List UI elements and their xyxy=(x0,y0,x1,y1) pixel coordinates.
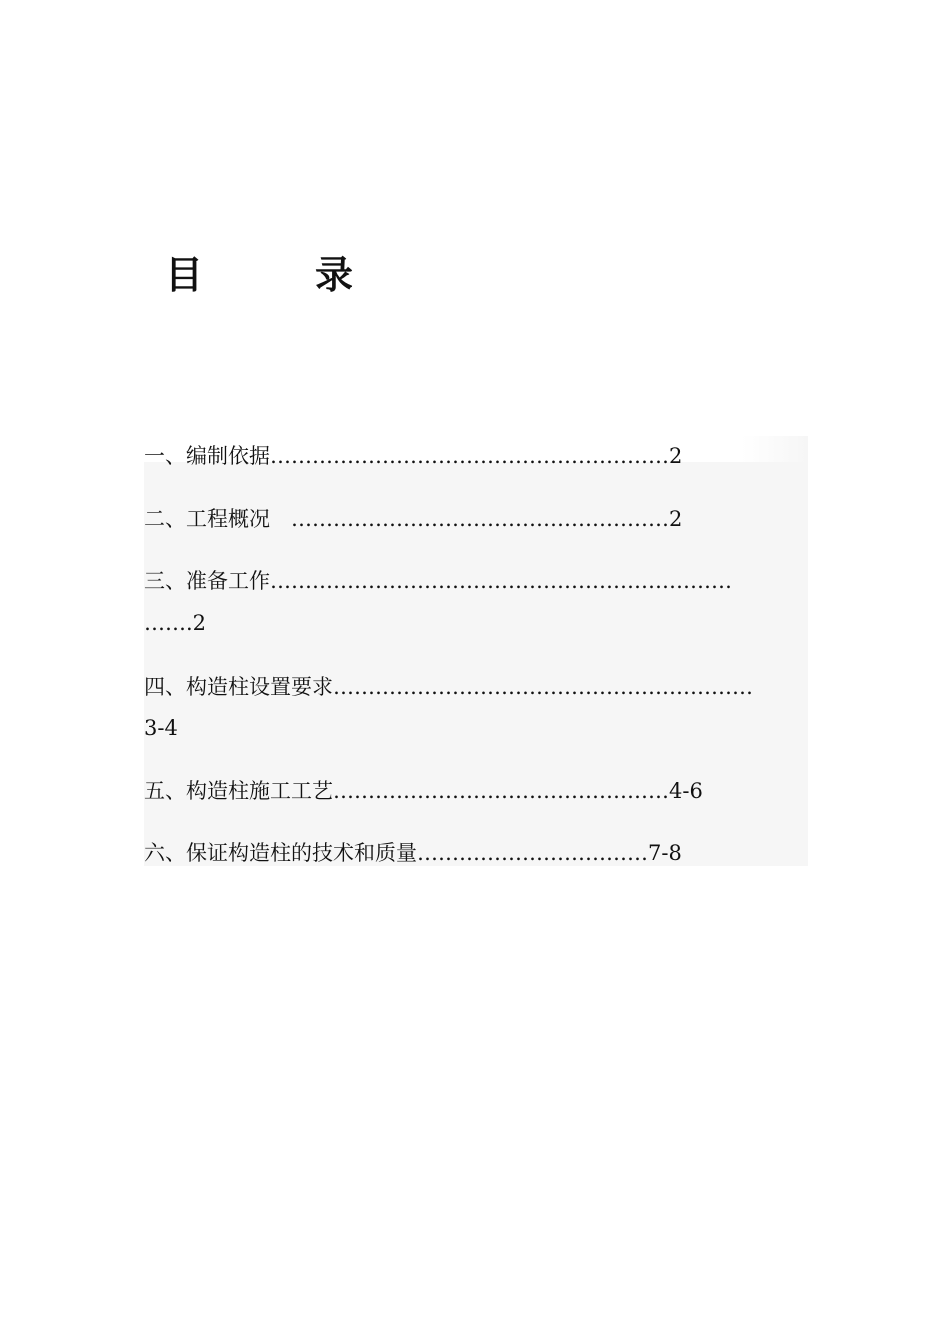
toc-entry[interactable] xyxy=(144,499,808,539)
toc-leader-dots: …… xyxy=(144,611,186,635)
toc-leader-dots: …………………………… xyxy=(417,841,648,865)
toc-title xyxy=(165,250,365,300)
toc-page-number: .2 xyxy=(186,611,207,635)
toc-entry[interactable] xyxy=(144,771,808,811)
toc-leader-dots: ………………………………………… xyxy=(333,779,669,803)
title-char-2: 录 xyxy=(315,253,354,297)
toc-entry-label: 二、工程概况 xyxy=(144,507,291,531)
toc-page-number: 3-4 xyxy=(144,716,178,740)
toc-entry[interactable] xyxy=(144,833,808,873)
toc-page-number: 2 xyxy=(669,507,683,531)
toc-entry-label: 五、构造柱施工工艺 xyxy=(144,779,333,803)
toc-entry[interactable] xyxy=(144,561,808,601)
toc-entry-label: 一、编制依据 xyxy=(144,444,270,468)
toc-page-number: 7-8 xyxy=(648,841,682,865)
toc-page-number: 2 xyxy=(669,444,683,468)
table-of-contents xyxy=(144,436,808,866)
toc-leader-dots: …………………………………………………… xyxy=(333,675,753,699)
toc-entry-label: 三、准备工作 xyxy=(144,569,270,593)
toc-entry-label: 四、构造柱设置要求 xyxy=(144,675,333,699)
toc-entry-label: 六、保证构造柱的技术和质量 xyxy=(144,841,417,865)
title-char-1: 目 xyxy=(165,253,204,297)
toc-entry[interactable] xyxy=(144,436,808,476)
toc-entry-continuation[interactable] xyxy=(144,708,808,748)
toc-leader-dots: ………………………………………………………… xyxy=(270,569,732,593)
toc-page-number: 4-6 xyxy=(669,779,703,803)
toc-leader-dots: ……………………………………………… xyxy=(291,507,669,531)
toc-entry-continuation[interactable] xyxy=(144,603,808,643)
toc-entry[interactable] xyxy=(144,667,808,707)
toc-leader-dots: ………………………………………………… xyxy=(270,444,669,468)
